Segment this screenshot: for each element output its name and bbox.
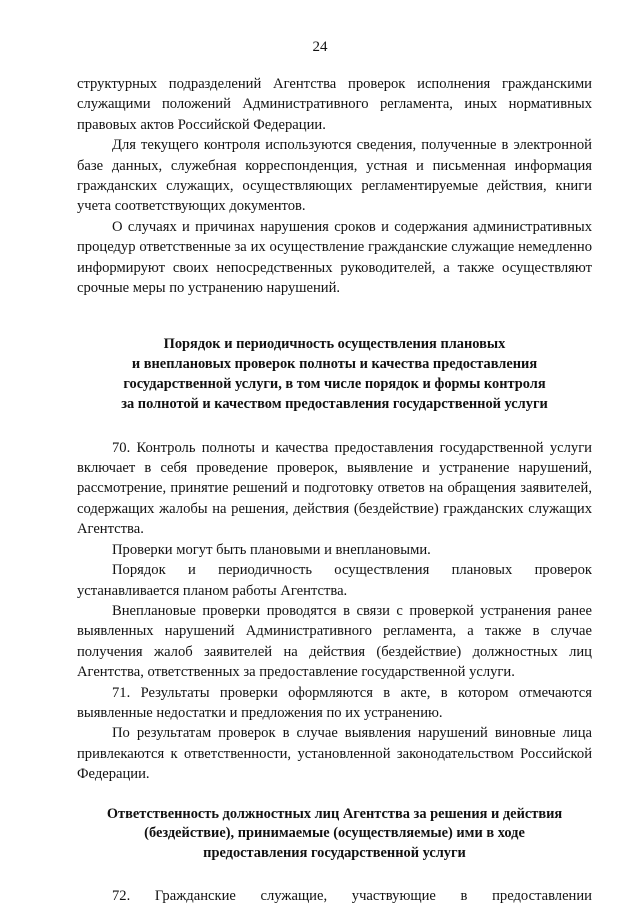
heading-line: Порядок и периодичность осуществления плановых — [163, 336, 506, 353]
paragraph: 71. Результаты проверки оформляются в акте, в котором отмечаются выявленные недостатки и предложения по их устранению. — [77, 684, 592, 721]
paragraph: Внеплановые проверки проводятся в связи с проверкой устранения ранее выявленных нарушений Административного регламента, а также в случае получения жалоб заявителей на действия (бездействие) должностных лиц Агентства, ответственных за предоставление государственной услуги. — [77, 602, 592, 681]
paragraph: Для текущего контроля используются сведения, полученные в электронной базе данных, служебная корреспонденция, устная и письменная информация гражданских служащих, осуществляющих регламентируемые действия, книги учета соответствующих документов. — [77, 137, 592, 215]
paragraph: По результатам проверок в случае выявления нарушений виновные лица привлекаются к ответственности, установленной законодательством Российской Федерации. — [77, 725, 592, 783]
heading-line: (бездействие), принимаемые (осуществляемые) ими в ходе — [144, 825, 525, 842]
heading-line: за полнотой и качеством предоставления государственной услуги — [121, 395, 548, 412]
section-heading-responsibility — [77, 805, 592, 864]
paragraph: структурных подразделений Агентства проверок исполнения гражданскими служащими положений Административного регламента, иных нормативных правовых актов Российской Федерации. — [77, 76, 592, 133]
page-number: 24 — [312, 39, 328, 55]
document-body — [77, 74, 592, 906]
paragraph: Проверки могут быть плановыми и внеплановыми. — [112, 541, 431, 558]
section-heading-control — [77, 335, 592, 414]
heading-line: и внеплановых проверок полноты и качества предоставления — [131, 356, 538, 373]
paragraph: Порядок и периодичность осуществления плановых проверок устанавливается планом работы Агентства. — [77, 562, 592, 599]
heading-line: Ответственность должностных лиц Агентства за решения и действия — [106, 805, 563, 822]
paragraph: 72. Гражданские служащие, участвующие в предоставлении — [112, 887, 592, 904]
heading-line: государственной услуги, в том числе порядок и формы контроля — [123, 376, 546, 393]
paragraph: 70. Контроль полноты и качества предоставления государственной услуги включает в себя проведение проверок, выявление и устранение нарушений, рассмотрение, принятие решений и подготовку ответов на обращения заявителей, содержащих жалобы на решения, действия (бездействие) гражданских служащих Агентства. — [77, 439, 592, 538]
heading-line: предоставления государственной услуги — [203, 845, 466, 862]
paragraph: О случаях и причинах нарушения сроков и содержания административных процедур ответственные за их осуществление гражданские служащие немедленно информируют своих непосредственных руководителей, а также осуществляют срочные меры по устранению нарушений. — [77, 218, 592, 297]
